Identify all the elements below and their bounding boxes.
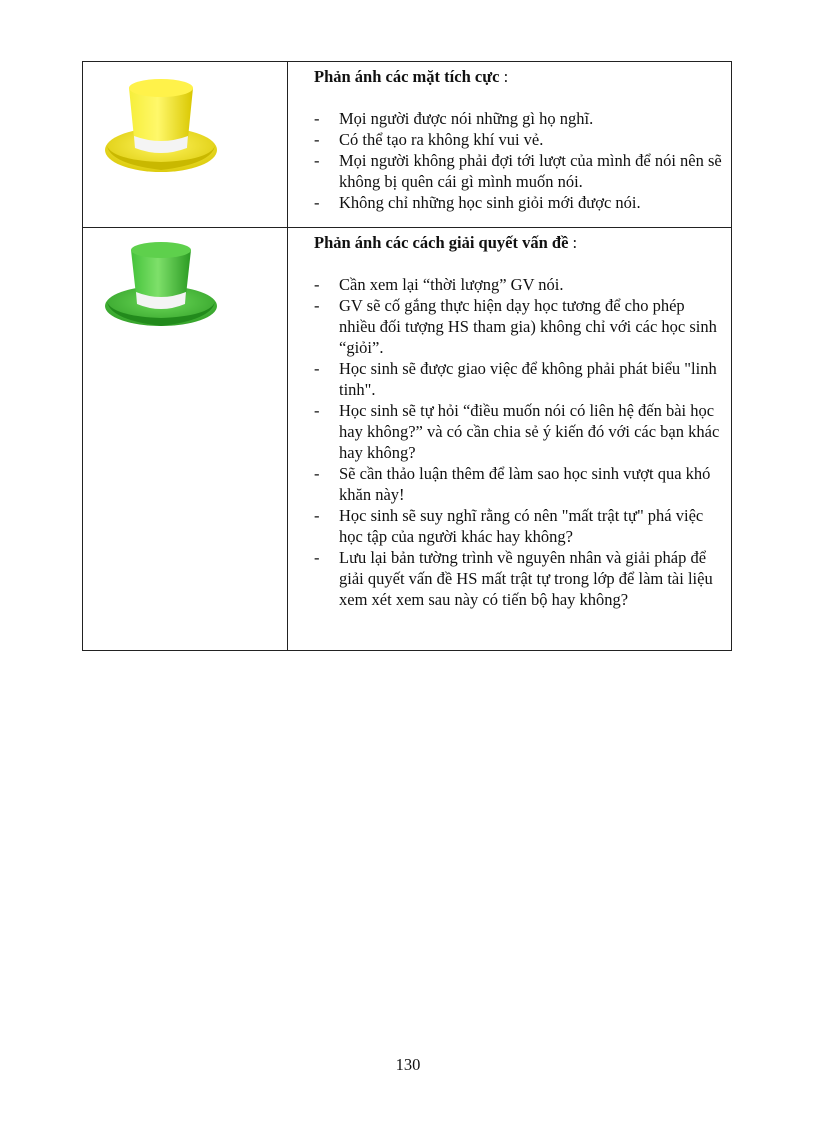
list-item: - GV sẽ cố gắng thực hiện dạy học tương để cho phép nhiều đối tượng HS tham gia) không chỉ với các học sinh “giỏi”. — [314, 295, 723, 358]
list-item: - Cần xem lại “thời lượng” GV nói. — [314, 274, 723, 295]
green-hat-icon — [101, 238, 221, 338]
hat-image-cell — [83, 228, 288, 651]
bullet-list — [314, 274, 723, 610]
list-item: - Sẽ cần thảo luận thêm để làm sao học sinh vượt qua khó khăn này! — [314, 463, 723, 505]
page-number: 130 — [395, 1055, 421, 1074]
section-title: Phản ánh các mặt tích cực : — [314, 67, 509, 86]
list-item: - Học sinh sẽ tự hỏi “điều muốn nói có liên hệ đến bài học hay không?” và có cần chia sẻ ý kiến đó với các bạn khác hay không? — [314, 400, 723, 463]
list-item: - Có thể tạo ra không khí vui vẻ. — [314, 129, 723, 150]
list-item: - Không chỉ những học sinh giỏi mới được nói. — [314, 192, 723, 213]
text-cell-positive — [288, 62, 732, 228]
list-item: - Lưu lại bản tường trình về nguyên nhân và giải pháp để giải quyết vấn đề HS mất trật tự trong lớp để làm tài liệu xem xét xem sau này có tiến bộ hay không? — [314, 547, 723, 610]
list-item: - Mọi người không phải đợi tới lượt của mình để nói nên sẽ không bị quên cái gì mình muốn nói. — [314, 150, 723, 192]
list-item: - Học sinh sẽ suy nghĩ rằng có nên "mất trật tự" phá việc học tập của người khác hay không? — [314, 505, 723, 547]
table-row-solutions — [83, 228, 732, 651]
list-item: - Mọi người được nói những gì họ nghĩ. — [314, 108, 723, 129]
yellow-hat-icon — [101, 72, 221, 182]
section-title: Phản ánh các cách giải quyết vấn đề : — [314, 233, 578, 252]
bullet-list — [314, 108, 723, 213]
hat-image-cell — [83, 62, 288, 228]
hats-table — [82, 61, 732, 651]
text-cell-solutions — [288, 228, 732, 651]
table-row-positive — [83, 62, 732, 228]
list-item: - Học sinh sẽ được giao việc để không phải phát biểu "linh tinh". — [314, 358, 723, 400]
